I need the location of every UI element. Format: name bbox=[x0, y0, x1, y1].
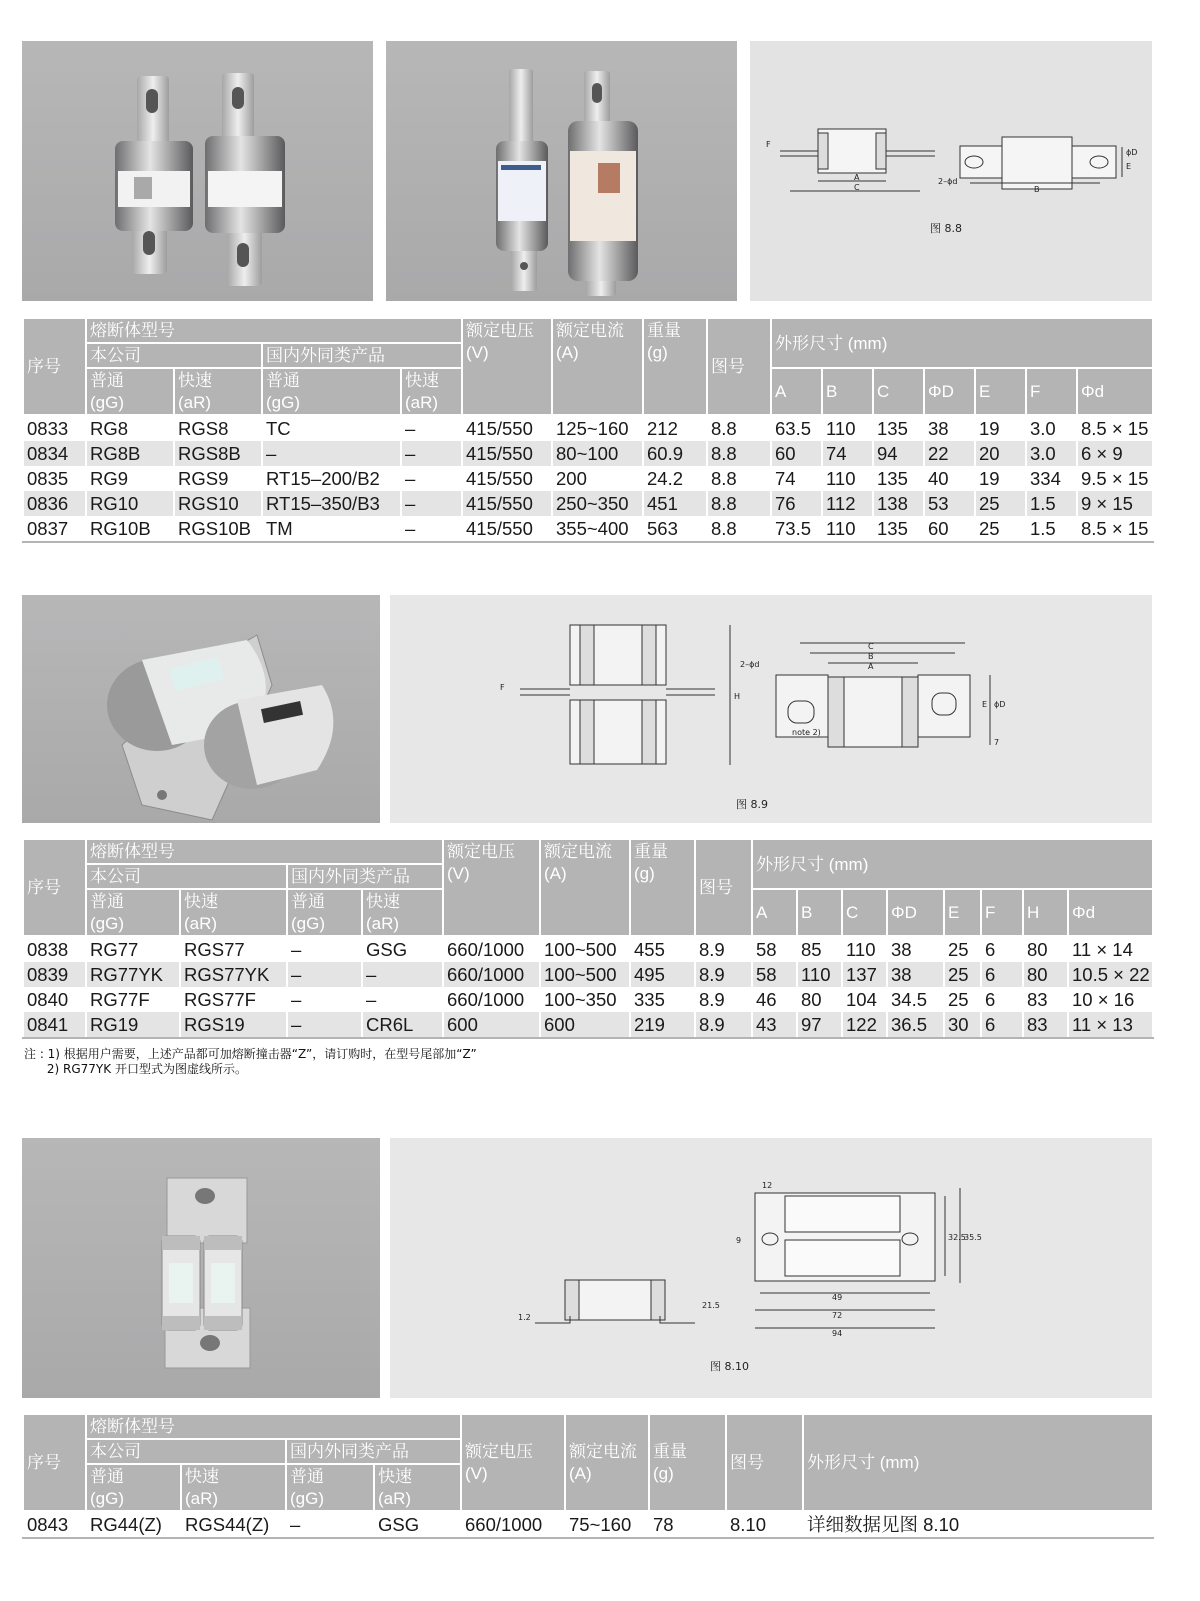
table-cell: 30 bbox=[944, 1012, 981, 1038]
table-cell: 100~500 bbox=[540, 962, 630, 987]
table-cell: 138 bbox=[873, 491, 924, 516]
header-ar: 快速 (aR) bbox=[374, 1464, 461, 1511]
header-ar: 快速 (aR) bbox=[174, 368, 262, 415]
dim-header: B bbox=[822, 368, 873, 415]
table-cell: 24.2 bbox=[643, 466, 707, 491]
header-voltage: 额定电压 (V) bbox=[443, 839, 540, 936]
table-cell: 0836 bbox=[23, 491, 86, 516]
dim-label-b: B bbox=[868, 652, 874, 661]
header-seq: 序号 bbox=[23, 839, 86, 936]
table-cell: – bbox=[287, 962, 362, 987]
table-cell: TM bbox=[262, 516, 401, 542]
table-cell: 19 bbox=[975, 466, 1026, 491]
table-cell: 335 bbox=[630, 987, 695, 1012]
dim-header: A bbox=[752, 889, 797, 936]
dim-header: C bbox=[842, 889, 887, 936]
table-cell: 74 bbox=[771, 466, 822, 491]
table-cell: GSG bbox=[374, 1511, 461, 1538]
table-cell: – bbox=[286, 1511, 374, 1538]
dim-label-note2: note 2) bbox=[792, 728, 821, 737]
table-cell: 122 bbox=[842, 1012, 887, 1038]
header-gg: 普通 (gG) bbox=[86, 889, 180, 936]
table-cell: 36.5 bbox=[887, 1012, 944, 1038]
table-cell: 100~500 bbox=[540, 936, 630, 962]
table-row bbox=[23, 1012, 1153, 1038]
table-row bbox=[23, 491, 1153, 516]
table-cell: 110 bbox=[822, 415, 873, 441]
header-ar: 快速 (aR) bbox=[180, 889, 287, 936]
table-cell: 6 bbox=[981, 936, 1023, 962]
header-figure: 图号 bbox=[707, 318, 771, 415]
table-cell: 104 bbox=[842, 987, 887, 1012]
table-cell: RG44(Z) bbox=[86, 1511, 181, 1538]
table-cell: 200 bbox=[552, 466, 643, 491]
table-cell: 94 bbox=[873, 441, 924, 466]
table-cell: 0835 bbox=[23, 466, 86, 491]
table-cell: 60 bbox=[924, 516, 975, 542]
dim-label-49: 49 bbox=[832, 1293, 843, 1302]
dim-label-e: E bbox=[982, 700, 988, 709]
dim-header: E bbox=[944, 889, 981, 936]
table-cell: 10 × 16 bbox=[1068, 987, 1153, 1012]
table-cell: RT15–200/B2 bbox=[262, 466, 401, 491]
note-1: 注 : 1) 根据用户需要，上述产品都可加熔断撞击器“Z”，请订购时，在型号尾部加“Z” bbox=[24, 1047, 477, 1061]
table-cell: 660/1000 bbox=[461, 1511, 565, 1538]
header-current: 额定电流 (A) bbox=[540, 839, 630, 936]
table-cell: RG9 bbox=[86, 466, 174, 491]
table-cell: 8.8 bbox=[707, 466, 771, 491]
table-row bbox=[23, 466, 1153, 491]
table-cell: 660/1000 bbox=[443, 936, 540, 962]
table-cell: 38 bbox=[924, 415, 975, 441]
table-cell: RGS8B bbox=[174, 441, 262, 466]
header-seq: 序号 bbox=[23, 1414, 86, 1511]
table-cell: 8.9 bbox=[695, 936, 752, 962]
dim-label-phid: ϕD bbox=[1126, 148, 1138, 157]
table-cell: 25 bbox=[944, 962, 981, 987]
table-cell: 250~350 bbox=[552, 491, 643, 516]
table-cell: 8.9 bbox=[695, 962, 752, 987]
table-cell: 25 bbox=[975, 516, 1026, 542]
table-cell: 0843 bbox=[23, 1511, 86, 1538]
header-gg: 普通 (gG) bbox=[287, 889, 362, 936]
fuse-photo-rg77-illustration bbox=[22, 595, 380, 823]
table-cell: 8.8 bbox=[707, 415, 771, 441]
dim-label-a: A bbox=[854, 173, 860, 182]
table-cell: – bbox=[401, 441, 462, 466]
table-cell: 38 bbox=[887, 962, 944, 987]
table-cell: 563 bbox=[643, 516, 707, 542]
table-cell: 63.5 bbox=[771, 415, 822, 441]
table-row bbox=[23, 987, 1153, 1012]
header-model: 熔断体型号 bbox=[86, 1414, 461, 1439]
dim-header: H bbox=[1023, 889, 1068, 936]
table-cell: 详细数据见图 8.10 bbox=[803, 1511, 1153, 1538]
table-cell: 80 bbox=[1023, 962, 1068, 987]
table-cell: RG77F bbox=[86, 987, 180, 1012]
table-cell: 0839 bbox=[23, 962, 86, 987]
dim-label-2d: 2–ϕd bbox=[938, 177, 958, 186]
dim-label-7: 7 bbox=[994, 738, 1000, 747]
table-cell: 8.9 bbox=[695, 1012, 752, 1038]
header-seq: 序号 bbox=[23, 318, 86, 415]
table-cell: 11 × 13 bbox=[1068, 1012, 1153, 1038]
table-cell: 25 bbox=[975, 491, 1026, 516]
table-cell: 415/550 bbox=[462, 415, 552, 441]
table-cell: RGS77YK bbox=[180, 962, 287, 987]
table-cell: – bbox=[401, 516, 462, 542]
table-cell: 76 bbox=[771, 491, 822, 516]
table-cell: 75~160 bbox=[565, 1511, 649, 1538]
table-cell: 34.5 bbox=[887, 987, 944, 1012]
table-cell: 8.9 bbox=[695, 987, 752, 1012]
header-similar: 国内外同类产品 bbox=[262, 343, 462, 368]
table-cell: 455 bbox=[630, 936, 695, 962]
table-cell: 25 bbox=[944, 987, 981, 1012]
table-cell: CR6L bbox=[362, 1012, 443, 1038]
header-company: 本公司 bbox=[86, 343, 262, 368]
dim-label-e: E bbox=[1126, 162, 1132, 171]
table-cell: 38 bbox=[887, 936, 944, 962]
table-cell: 110 bbox=[822, 516, 873, 542]
table-cell: – bbox=[401, 491, 462, 516]
dim-label-c: C bbox=[868, 642, 874, 651]
table-cell: RG10B bbox=[86, 516, 174, 542]
fuse-photo-rg44-illustration bbox=[22, 1138, 380, 1398]
header-ar: 快速 (aR) bbox=[401, 368, 462, 415]
dim-label-2d: 2–ϕd bbox=[740, 660, 760, 669]
figure-8-10-caption: 图 8.10 bbox=[710, 1360, 749, 1373]
header-ar: 快速 (aR) bbox=[181, 1464, 286, 1511]
table-cell: 100~350 bbox=[540, 987, 630, 1012]
table-cell: 0837 bbox=[23, 516, 86, 542]
table-cell: 415/550 bbox=[462, 441, 552, 466]
table-cell: RGS77 bbox=[180, 936, 287, 962]
table-cell: 0840 bbox=[23, 987, 86, 1012]
table-cell: 125~160 bbox=[552, 415, 643, 441]
dim-header: F bbox=[981, 889, 1023, 936]
table-cell: 600 bbox=[540, 1012, 630, 1038]
table-cell: 6 bbox=[981, 962, 1023, 987]
table-cell: 8.8 bbox=[707, 491, 771, 516]
table-cell: TC bbox=[262, 415, 401, 441]
table-cell: 137 bbox=[842, 962, 887, 987]
table-cell: RG77 bbox=[86, 936, 180, 962]
fuse-photo-rg8-illustration bbox=[22, 41, 373, 301]
table-row bbox=[23, 516, 1153, 542]
fuse-photo-rg9-illustration bbox=[386, 41, 737, 301]
dim-label-f: F bbox=[766, 140, 771, 149]
table-cell: 83 bbox=[1023, 1012, 1068, 1038]
table-cell: RGS10 bbox=[174, 491, 262, 516]
header-similar: 国内外同类产品 bbox=[286, 1439, 461, 1464]
dim-label-35-5: 35.5 bbox=[964, 1233, 982, 1242]
table-cell: RGS77F bbox=[180, 987, 287, 1012]
fuse-photo-rg77 bbox=[22, 595, 380, 823]
table-cell: RG8 bbox=[86, 415, 174, 441]
table-cell: 600 bbox=[443, 1012, 540, 1038]
dim-label-32-5: 32.5 bbox=[948, 1233, 966, 1242]
table-cell: 219 bbox=[630, 1012, 695, 1038]
table-cell: 135 bbox=[873, 415, 924, 441]
header-gg: 普通 (gG) bbox=[286, 1464, 374, 1511]
table-cell: 43 bbox=[752, 1012, 797, 1038]
table-cell: 0833 bbox=[23, 415, 86, 441]
dim-header: F bbox=[1026, 368, 1077, 415]
header-dims: 外形尺寸 (mm) bbox=[771, 318, 1153, 368]
table-cell: 58 bbox=[752, 936, 797, 962]
table-cell: 660/1000 bbox=[443, 962, 540, 987]
table-cell: 25 bbox=[944, 936, 981, 962]
table-cell: 6 × 9 bbox=[1077, 441, 1153, 466]
header-weight: 重量 (g) bbox=[649, 1414, 726, 1511]
table-cell: 9 × 15 bbox=[1077, 491, 1153, 516]
table-cell: GSG bbox=[362, 936, 443, 962]
table-cell: 415/550 bbox=[462, 516, 552, 542]
table-cell: 110 bbox=[842, 936, 887, 962]
table-cell: RGS8 bbox=[174, 415, 262, 441]
header-current: 额定电流 (A) bbox=[565, 1414, 649, 1511]
header-model: 熔断体型号 bbox=[86, 839, 443, 864]
table-cell: 85 bbox=[797, 936, 842, 962]
table-cell: 112 bbox=[822, 491, 873, 516]
table-cell: – bbox=[287, 1012, 362, 1038]
table-cell: RGS10B bbox=[174, 516, 262, 542]
table-cell: – bbox=[401, 466, 462, 491]
table-cell: 10.5 × 22 bbox=[1068, 962, 1153, 987]
dim-header: ΦD bbox=[887, 889, 944, 936]
spec-table-section3 bbox=[22, 1413, 1154, 1539]
table-cell: 60.9 bbox=[643, 441, 707, 466]
header-weight: 重量 (g) bbox=[643, 318, 707, 415]
figure-8-8-caption: 图 8.8 bbox=[930, 222, 962, 235]
table-row bbox=[23, 1511, 1153, 1538]
table-cell: – bbox=[262, 441, 401, 466]
table-cell: 80~100 bbox=[552, 441, 643, 466]
table-cell: 46 bbox=[752, 987, 797, 1012]
table-body-section2 bbox=[23, 936, 1153, 1038]
table-cell: RGS9 bbox=[174, 466, 262, 491]
table-cell: 22 bbox=[924, 441, 975, 466]
dim-label-b: B bbox=[1034, 185, 1040, 194]
table-cell: 8.5 × 15 bbox=[1077, 516, 1153, 542]
dim-header: E bbox=[975, 368, 1026, 415]
dim-label-9: 9 bbox=[736, 1236, 742, 1245]
table-cell: 6 bbox=[981, 987, 1023, 1012]
table-cell: 9.5 × 15 bbox=[1077, 466, 1153, 491]
dim-label-12: 12 bbox=[762, 1181, 773, 1190]
figure-8-9-drawing bbox=[390, 595, 1152, 795]
spec-table-section2 bbox=[22, 838, 1154, 1039]
table-cell: 20 bbox=[975, 441, 1026, 466]
table-cell: 3.0 bbox=[1026, 415, 1077, 441]
header-voltage: 额定电压 (V) bbox=[462, 318, 552, 415]
header-gg: 普通 (gG) bbox=[86, 368, 174, 415]
table-cell: 8.8 bbox=[707, 516, 771, 542]
fuse-photo-rg44 bbox=[22, 1138, 380, 1398]
table-body-section1 bbox=[23, 415, 1153, 542]
dim-header: B bbox=[797, 889, 842, 936]
table-cell: – bbox=[287, 987, 362, 1012]
table-cell: 8.5 × 15 bbox=[1077, 415, 1153, 441]
table-cell: 8.8 bbox=[707, 441, 771, 466]
table-cell: 73.5 bbox=[771, 516, 822, 542]
table-cell: 110 bbox=[822, 466, 873, 491]
table-cell: 19 bbox=[975, 415, 1026, 441]
dim-header: ΦD bbox=[924, 368, 975, 415]
table-cell: – bbox=[362, 987, 443, 1012]
table-cell: RGS44(Z) bbox=[181, 1511, 286, 1538]
header-voltage: 额定电压 (V) bbox=[461, 1414, 565, 1511]
table-cell: 212 bbox=[643, 415, 707, 441]
table-cell: 11 × 14 bbox=[1068, 936, 1153, 962]
table-notes bbox=[24, 1047, 477, 1077]
dim-label-21-5: 21.5 bbox=[702, 1301, 720, 1310]
header-gg: 普通 (gG) bbox=[262, 368, 401, 415]
table-row bbox=[23, 962, 1153, 987]
dim-label-94: 94 bbox=[832, 1329, 843, 1338]
header-model: 熔断体型号 bbox=[86, 318, 462, 343]
dim-label-72: 72 bbox=[832, 1311, 843, 1320]
table-body-section3 bbox=[23, 1511, 1153, 1538]
table-cell: 451 bbox=[643, 491, 707, 516]
table-cell: 0841 bbox=[23, 1012, 86, 1038]
table-cell: 80 bbox=[1023, 936, 1068, 962]
header-dims: 外形尺寸 (mm) bbox=[752, 839, 1153, 889]
dim-header: Φd bbox=[1077, 368, 1153, 415]
table-cell: 110 bbox=[797, 962, 842, 987]
table-cell: 74 bbox=[822, 441, 873, 466]
table-cell: 415/550 bbox=[462, 466, 552, 491]
dim-header: Φd bbox=[1068, 889, 1153, 936]
dim-label-phid: ϕD bbox=[994, 700, 1006, 709]
dim-label-f: F bbox=[500, 683, 505, 692]
table-cell: – bbox=[362, 962, 443, 987]
header-dims: 外形尺寸 (mm) bbox=[803, 1414, 1153, 1511]
table-cell: RG10 bbox=[86, 491, 174, 516]
dim-label-a: A bbox=[868, 662, 874, 671]
header-current: 额定电流 (A) bbox=[552, 318, 643, 415]
header-figure: 图号 bbox=[695, 839, 752, 936]
note-2: 2) RG77YK 开口型式为图虚线所示。 bbox=[24, 1062, 247, 1076]
header-figure: 图号 bbox=[726, 1414, 803, 1511]
table-cell: 0838 bbox=[23, 936, 86, 962]
table-cell: 1.5 bbox=[1026, 516, 1077, 542]
dim-header: C bbox=[873, 368, 924, 415]
header-ar: 快速 (aR) bbox=[362, 889, 443, 936]
table-cell: 415/550 bbox=[462, 491, 552, 516]
header-similar: 国内外同类产品 bbox=[287, 864, 443, 889]
table-cell: 8.10 bbox=[726, 1511, 803, 1538]
table-cell: RGS19 bbox=[180, 1012, 287, 1038]
header-company: 本公司 bbox=[86, 864, 287, 889]
header-weight: 重量 (g) bbox=[630, 839, 695, 936]
figure-8-8-diagram bbox=[750, 41, 1152, 301]
table-cell: 0834 bbox=[23, 441, 86, 466]
table-cell: 53 bbox=[924, 491, 975, 516]
spec-table-section1 bbox=[22, 317, 1154, 543]
table-row bbox=[23, 441, 1153, 466]
table-cell: 83 bbox=[1023, 987, 1068, 1012]
table-cell: 495 bbox=[630, 962, 695, 987]
dim-label-c: C bbox=[854, 183, 860, 192]
header-company: 本公司 bbox=[86, 1439, 286, 1464]
header-gg: 普通 (gG) bbox=[86, 1464, 181, 1511]
table-cell: RT15–350/B3 bbox=[262, 491, 401, 516]
table-cell: RG77YK bbox=[86, 962, 180, 987]
figure-8-10-diagram bbox=[390, 1138, 1152, 1398]
table-cell: RG8B bbox=[86, 441, 174, 466]
figure-8-9-diagram bbox=[390, 595, 1152, 823]
figure-8-9-caption: 图 8.9 bbox=[736, 798, 768, 811]
table-cell: 660/1000 bbox=[443, 987, 540, 1012]
table-cell: 135 bbox=[873, 516, 924, 542]
table-cell: 3.0 bbox=[1026, 441, 1077, 466]
table-cell: 6 bbox=[981, 1012, 1023, 1038]
dim-label-1-2: 1.2 bbox=[518, 1313, 531, 1322]
table-cell: 355~400 bbox=[552, 516, 643, 542]
table-row bbox=[23, 936, 1153, 962]
dim-header: A bbox=[771, 368, 822, 415]
table-cell: 78 bbox=[649, 1511, 726, 1538]
table-cell: 1.5 bbox=[1026, 491, 1077, 516]
table-cell: RG19 bbox=[86, 1012, 180, 1038]
fuse-photo-rg9 bbox=[386, 41, 737, 301]
table-cell: 40 bbox=[924, 466, 975, 491]
table-cell: 135 bbox=[873, 466, 924, 491]
figure-8-10-drawing bbox=[390, 1138, 1152, 1358]
table-cell: – bbox=[287, 936, 362, 962]
table-cell: 97 bbox=[797, 1012, 842, 1038]
table-cell: 58 bbox=[752, 962, 797, 987]
fuse-photo-rg8 bbox=[22, 41, 373, 301]
dim-label-h: H bbox=[734, 692, 741, 701]
table-cell: 334 bbox=[1026, 466, 1077, 491]
table-row bbox=[23, 415, 1153, 441]
table-cell: 80 bbox=[797, 987, 842, 1012]
table-cell: – bbox=[401, 415, 462, 441]
table-cell: 60 bbox=[771, 441, 822, 466]
